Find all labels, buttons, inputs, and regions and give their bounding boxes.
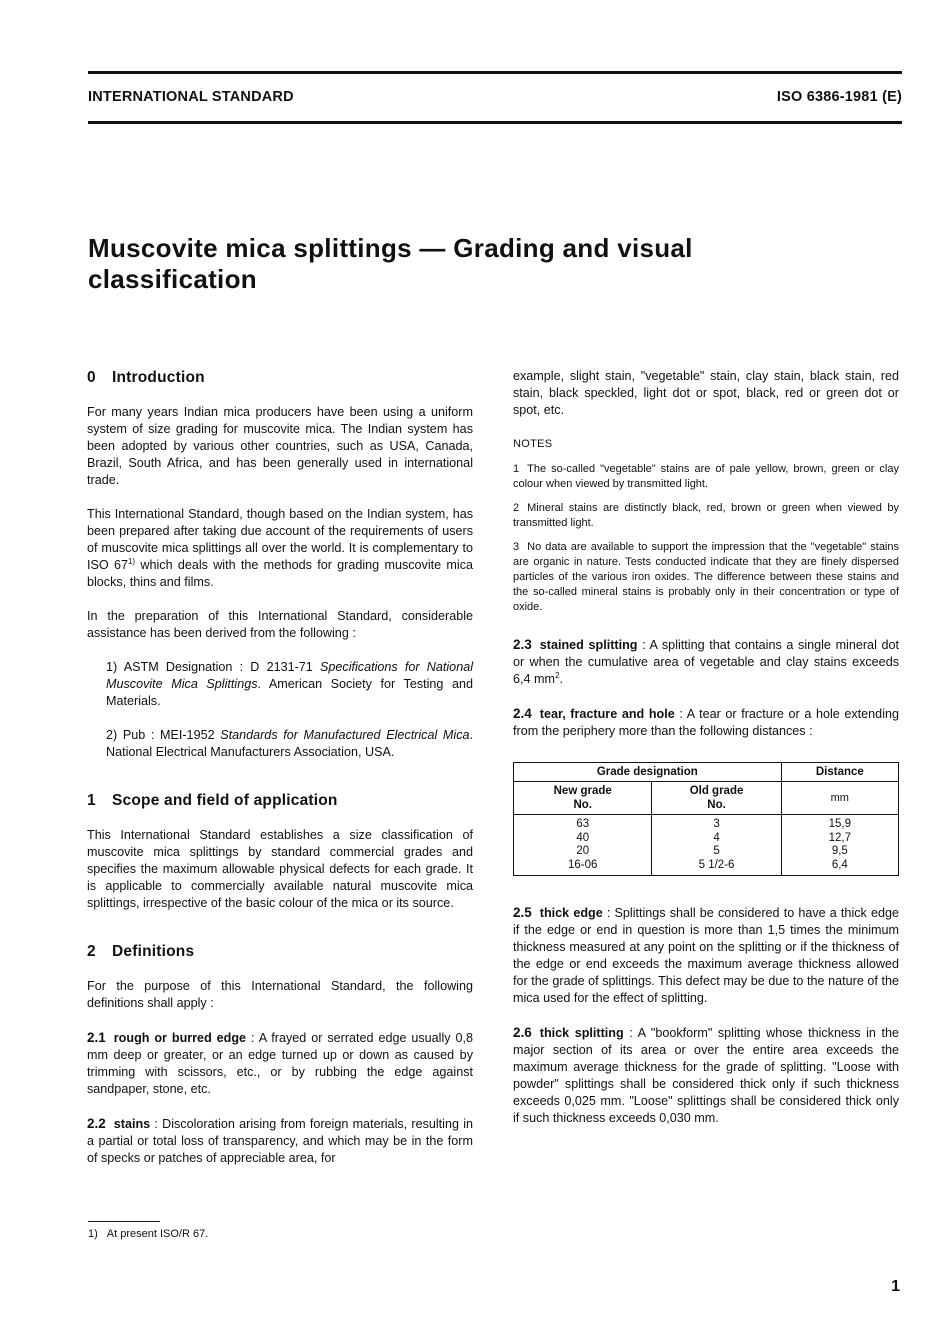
footnote (88, 1228, 208, 1240)
definition-2-2: 2.2 stains : Discoloration arising from foreign materials, resulting in a partial or total loss of transparency, and which may be in the form of specks or patches of appreciable area, for (87, 1116, 473, 1165)
table-row: 20 5 9,5 (514, 845, 899, 859)
footnote-rule (88, 1221, 160, 1222)
definition-2-4: 2.4 tear, fracture and hole : A tear or fracture or a hole extending from the periphery more than the following distances : (513, 706, 899, 738)
section-number: 1 (87, 792, 96, 809)
scope-paragraph: This International Standard establishes a size classification of muscovite mica splittings by standard commercial grades and specifies the maximum allowable physical defects for each grade. It is applicable to commercially available natural muscovite mica splittings, irrespective of the basic colour of the mica or its source. (87, 828, 473, 910)
section-heading-scope (87, 791, 473, 811)
footnote-ref: 1) (127, 556, 136, 566)
definition-2-3: 2.3 stained splitting : A splitting that contains a single mineral dot or when the cumulative area of vegetable and clay stains exceeds 6,4 $mm^2$. (513, 637, 900, 686)
section-title: Definitions (112, 943, 195, 960)
section-number: 0 (87, 369, 96, 386)
footnote-number: 1) (88, 1228, 98, 1240)
table-row: 63 3 15,9 (514, 815, 899, 832)
table-row: 40 4 12,7 (514, 832, 899, 846)
note-3: 3 No data are available to support the impression that the "vegetable" stains are organic in nature. Tests conducted indicate that they are finely dispersed particles of the various iron oxides. The difference between these stains and the so-called mineral stains is probably only in their concentration or type of oxide. (513, 541, 899, 613)
intro-paragraph-1: For many years Indian mica producers have been using a uniform system of size grading for muscovite mica. The Indian system has been adopted by various other countries, such as USA, Canada, Brazil, South Africa, and has been generally used in international trade. (87, 405, 473, 487)
header-standard-number: ISO 6386-1981 (E) (776, 89, 902, 105)
definition-2-2-continued: example, slight stain, "vegetable" stain, clay stain, black stain, red stain, black speckled, light dot or spot, black, red or green dot or spot, etc. (513, 369, 899, 417)
section-number: 2 (87, 943, 96, 960)
table-header-grade-designation: Grade designation (514, 763, 782, 782)
note-2: 2 Mineral stains are distinctly black, red, brown or green when viewed by transmitted light. (513, 502, 899, 529)
note-1: 1 The so-called "vegetable" stains are of pale yellow, brown, green or clay colour when viewed by transmitted light. (513, 463, 899, 490)
definition-2-5: 2.5 thick edge : Splittings shall be considered to have a thick edge if the edge or end in question is more than 1,5 times the minimum thickness measured at any point on the splitting or if the thickness of the edge or end exceeds the maximum average thickness allowed for the grade of splittings. This defect may be due to the nature of the mica used for the effect of splitting. (513, 905, 899, 1005)
left-column (87, 368, 473, 1167)
table-unit: mm (781, 782, 898, 815)
notes-heading: NOTES (513, 438, 553, 450)
table-header-old-grade: Old grade No. (652, 782, 781, 815)
reference-item-1: 1) ASTM Designation : D 2131-71 Specifications for National Muscovite Mica Splittings. American Society for Testing and Materials. (106, 660, 473, 708)
distance-table (513, 762, 899, 876)
footnote-text: At present ISO/R 67. (106, 1228, 209, 1240)
document-title: Muscovite mica splittings — Grading and visual classification (88, 233, 693, 294)
table-row: 16-06 5 1/2-6 6,4 (514, 859, 899, 876)
section-heading-introduction (87, 368, 473, 388)
definitions-intro: For the purpose of this International Standard, the following definitions shall apply : (87, 979, 473, 1010)
section-title: Scope and field of application (112, 792, 338, 809)
section-heading-definitions (87, 942, 473, 962)
intro-paragraph-2: This International Standard, though based on the Indian system, has been prepared after taking due account of the requirements of users of muscovite mica splittings all over the world. It is complementary to ISO 67$^{1)}$ which deals with the methods for grading muscovite mica blocks, thins and films. (87, 507, 474, 589)
definition-2-6: 2.6 thick splitting : A "bookform" splitting whose thickness in the major section of its area or over the entire area exceeds the maximum average thickness for the grade of splitting. "Loose with powder" splittings shall be considered thick only if such thickness exceeds 0,025 mm. "Loose" splittings shall be considered thick only if such thickness exceeds 0,030 mm. (513, 1025, 899, 1125)
header-bottom-rule (88, 121, 902, 124)
reference-item-2: 2) Pub : MEI-1952 Standards for Manufactured Electrical Mica. National Electrical Manufacturers Association, USA. (106, 728, 473, 759)
right-column (513, 368, 899, 1127)
header-top-rule (88, 71, 902, 74)
definition-2-1: 2.1 rough or burred edge : A frayed or serrated edge usually 0,8 mm deep or greater, or an edge turned up or down as caused by trimming with scissors, etc., or by rubbing the edge against sandpaper, stone, etc. (87, 1030, 473, 1096)
table-header-distance: Distance (781, 763, 898, 782)
page-number: 1 (891, 1278, 900, 1295)
table-header-new-grade: New grade No. (514, 782, 652, 815)
section-title: Introduction (112, 369, 205, 386)
header-standard-label: INTERNATIONAL STANDARD (88, 89, 294, 105)
intro-paragraph-3: In the preparation of this International Standard, considerable assistance has been derived from the following : (87, 609, 473, 640)
